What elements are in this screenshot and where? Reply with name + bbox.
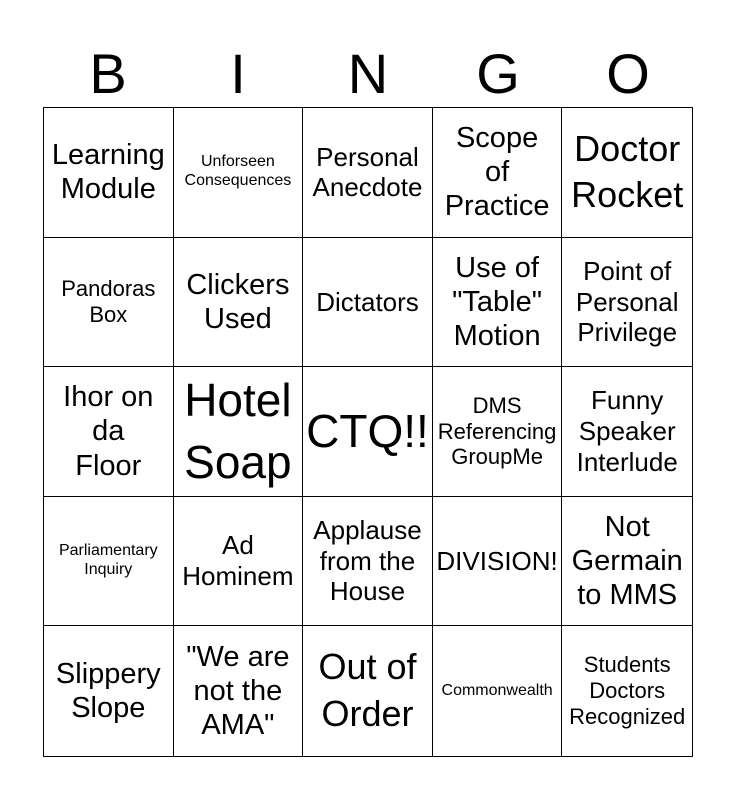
cell-text: Doctor Rocket (571, 127, 684, 216)
bingo-cell-r3-c3[interactable] (303, 367, 433, 497)
cell-text: Applause from the House (313, 515, 422, 607)
cell-text: CTQ!! (306, 405, 429, 458)
cell-text: Out of Order (318, 646, 417, 735)
bingo-header (43, 40, 693, 108)
bingo-cell-r2-c5[interactable] (562, 238, 692, 368)
cell-text: Unforseen Consequences (184, 153, 292, 190)
bingo-cell-r4-c3[interactable] (303, 497, 433, 627)
bingo-cell-r1-c3[interactable] (303, 108, 433, 238)
cell-text: Pandoras Box (61, 275, 156, 327)
cell-text: Students Doctors Recognized (569, 652, 686, 730)
cell-text: Hotel Soap (184, 374, 292, 489)
bingo-cell-r2-c2[interactable] (174, 238, 304, 368)
cell-text: Commonwealth (441, 681, 553, 699)
header-letter-b: B (89, 42, 127, 105)
bingo-board (43, 107, 693, 757)
bingo-cell-r1-c4[interactable] (433, 108, 563, 238)
cell-text: Clickers Used (186, 268, 290, 335)
bingo-cell-r5-c5[interactable] (562, 626, 692, 756)
bingo-cell-r2-c3[interactable] (303, 238, 433, 368)
bingo-cell-r1-c5[interactable] (562, 108, 692, 238)
cell-text: Ihor on da Floor (63, 381, 154, 482)
cell-text: "We are not the AMA" (186, 640, 290, 742)
bingo-cell-r5-c4[interactable] (433, 626, 563, 756)
cell-text: DIVISION! (436, 545, 558, 576)
bingo-cell-r5-c1[interactable] (44, 626, 174, 756)
bingo-cell-r2-c1[interactable] (44, 238, 174, 368)
cell-text: Dictators (316, 286, 419, 317)
bingo-cell-r2-c4[interactable] (433, 238, 563, 368)
cell-text: Slippery Slope (55, 657, 161, 725)
bingo-cell-r4-c1[interactable] (44, 497, 174, 627)
cell-text: Learning Module (51, 139, 165, 206)
bingo-cell-r4-c2[interactable] (174, 497, 304, 627)
header-letter-g: G (476, 42, 520, 105)
header-letter-i: I (230, 42, 246, 105)
bingo-cell-r5-c3[interactable] (303, 626, 433, 756)
bingo-cell-r1-c1[interactable] (44, 108, 174, 238)
bingo-cell-r3-c5[interactable] (562, 367, 692, 497)
bingo-cell-r3-c4[interactable] (433, 367, 563, 497)
cell-text: Not Germain to MMS (571, 510, 683, 612)
cell-text: Personal Anecdote (312, 141, 423, 203)
cell-text: Scope of Practice (444, 121, 550, 223)
cell-text: Parliamentary Inquiry (58, 542, 158, 579)
bingo-cell-r3-c1[interactable] (44, 367, 174, 497)
cell-text: DMS Referencing GroupMe (437, 392, 557, 470)
header-letter-o: O (606, 42, 650, 105)
header-letter-n: N (347, 42, 389, 105)
cell-text: Use of "Table" Motion (452, 251, 543, 352)
bingo-cell-r5-c2[interactable] (174, 626, 304, 756)
bingo-cell-r4-c5[interactable] (562, 497, 692, 627)
bingo-cell-r3-c2[interactable] (174, 367, 304, 497)
cell-text: Funny Speaker Interlude (576, 385, 678, 477)
cell-text: Point of Personal Privilege (575, 255, 679, 348)
cell-text: Ad Hominem (182, 530, 294, 592)
bingo-cell-r4-c4[interactable] (433, 497, 563, 627)
bingo-cell-r1-c2[interactable] (174, 108, 304, 238)
